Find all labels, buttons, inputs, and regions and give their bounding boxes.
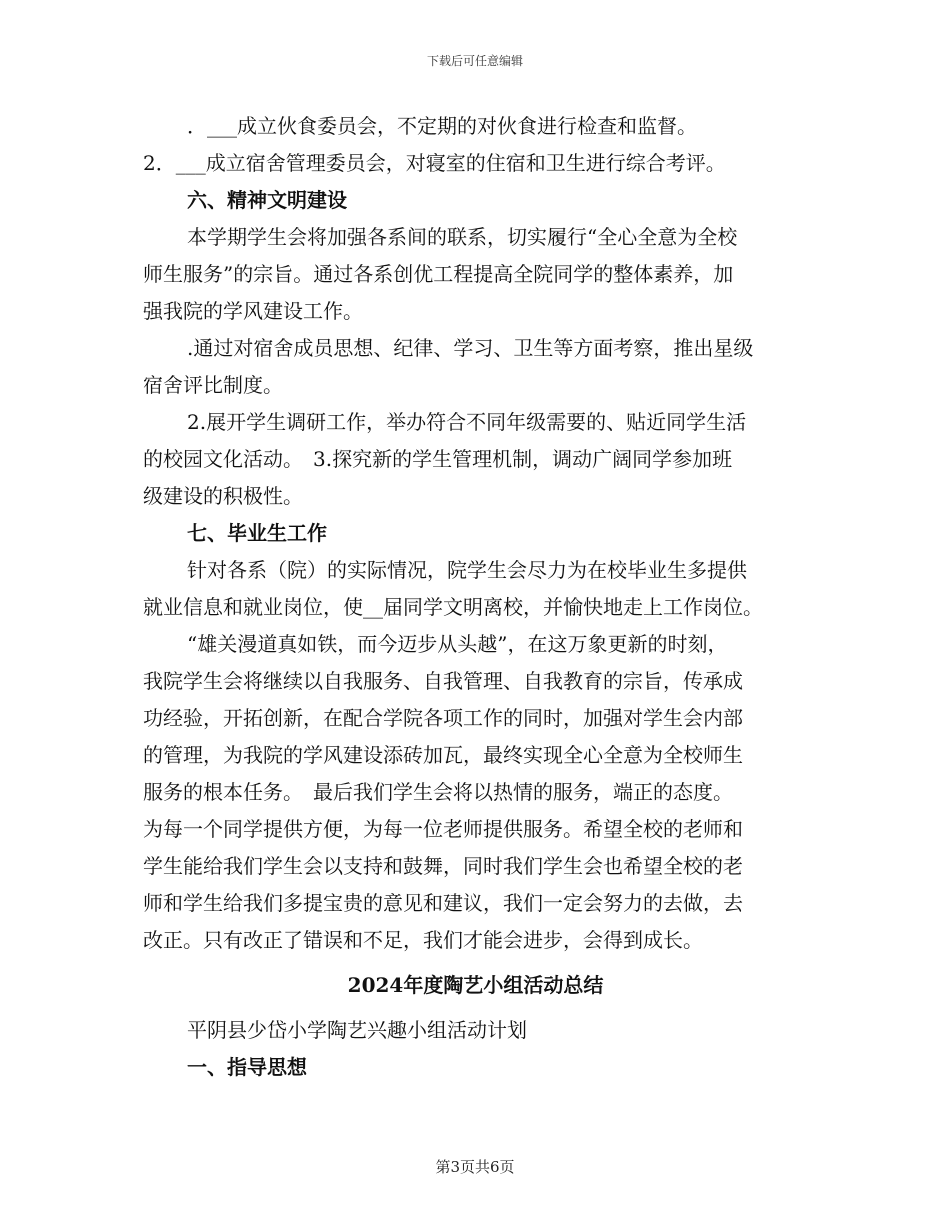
page-header: 下载后可任意编辑 bbox=[426, 54, 523, 68]
body-text-line: 就业信息和就业岗位，使__届同学文明离校，并愉快地走上工作岗位。 bbox=[143, 595, 763, 619]
body-text-line: 功经验，开拓创新，在配合学院各项工作的同时，加强对学生会内部 bbox=[143, 706, 743, 730]
body-text-line: 师和学生给我们多提宝贵的意见和建议，我们一定会努力的去做，去 bbox=[143, 891, 743, 915]
body-text-line: 2.展开学生调研工作，举办符合不同年级需要的、贴近同学生活 bbox=[187, 410, 747, 434]
body-text-line: 的管理，为我院的学风建设添砖加瓦，最终实现全心全意为全校师生 bbox=[143, 743, 743, 767]
body-text-line: 学生能给我们学生会以支持和鼓舞，同时我们学生会也希望全校的老 bbox=[143, 854, 743, 878]
body-text-line: .通过对宿舍成员思想、纪律、学习、卫生等方面考察，推出星级 bbox=[187, 336, 754, 360]
body-text-line: 针对各系（院）的实际情况，院学生会尽力为在校毕业生多提供 bbox=[187, 558, 747, 582]
body-text-line: 强我院的学风建设工作。 bbox=[143, 299, 363, 323]
body-text-line: 服务的根本任务。 最后我们学生会将以热情的服务，端正的态度。 bbox=[143, 780, 733, 804]
section-heading: 六、精神文明建设 bbox=[187, 188, 347, 212]
section-title: 2024年度陶艺小组活动总结 bbox=[347, 973, 604, 997]
section-heading: 七、毕业生工作 bbox=[187, 521, 327, 545]
body-text-line: 为每一个同学提供方便，为每一位老师提供服务。希望全校的老师和 bbox=[143, 817, 743, 841]
body-text-line: 我院学生会将继续以自我服务、自我管理、自我教育的宗旨，传承成 bbox=[143, 669, 743, 693]
body-text-line: 改正。只有改正了错误和不足，我们才能会进步，会得到成长。 bbox=[143, 928, 703, 952]
page-footer: 第3页共6页 bbox=[435, 1158, 515, 1176]
body-paragraphs bbox=[143, 108, 808, 959]
body-text-line: 宿舍评比制度。 bbox=[143, 373, 283, 397]
body-text-line: ．___成立伙食委员会，不定期的对伙食进行检查和监督。 bbox=[187, 114, 697, 138]
document-body bbox=[143, 108, 808, 1086]
heading-guiding-thought: 一、指导思想 bbox=[187, 1055, 307, 1079]
body-text-line: 级建设的积极性。 bbox=[143, 484, 303, 508]
body-text-line: 本学期学生会将加强各系间的联系，切实履行“全心全意为全校 bbox=[187, 225, 738, 249]
body-text-line: 师生服务”的宗旨。通过各系创优工程提高全院同学的整体素养，加 bbox=[143, 262, 734, 286]
body-text-line: 2．___成立宿舍管理委员会，对寝室的住宿和卫生进行综合考评。 bbox=[143, 151, 726, 175]
plan-title: 平阴县少岱小学陶艺兴趣小组活动计划 bbox=[187, 1018, 527, 1042]
body-text-line: 的校园文化活动。 3.探究新的学生管理机制，调动广阔同学参加班 bbox=[143, 447, 733, 471]
body-text-line: “雄关漫道真如铁，而今迈步从头越”，在这万象更新的时刻， bbox=[187, 632, 728, 656]
